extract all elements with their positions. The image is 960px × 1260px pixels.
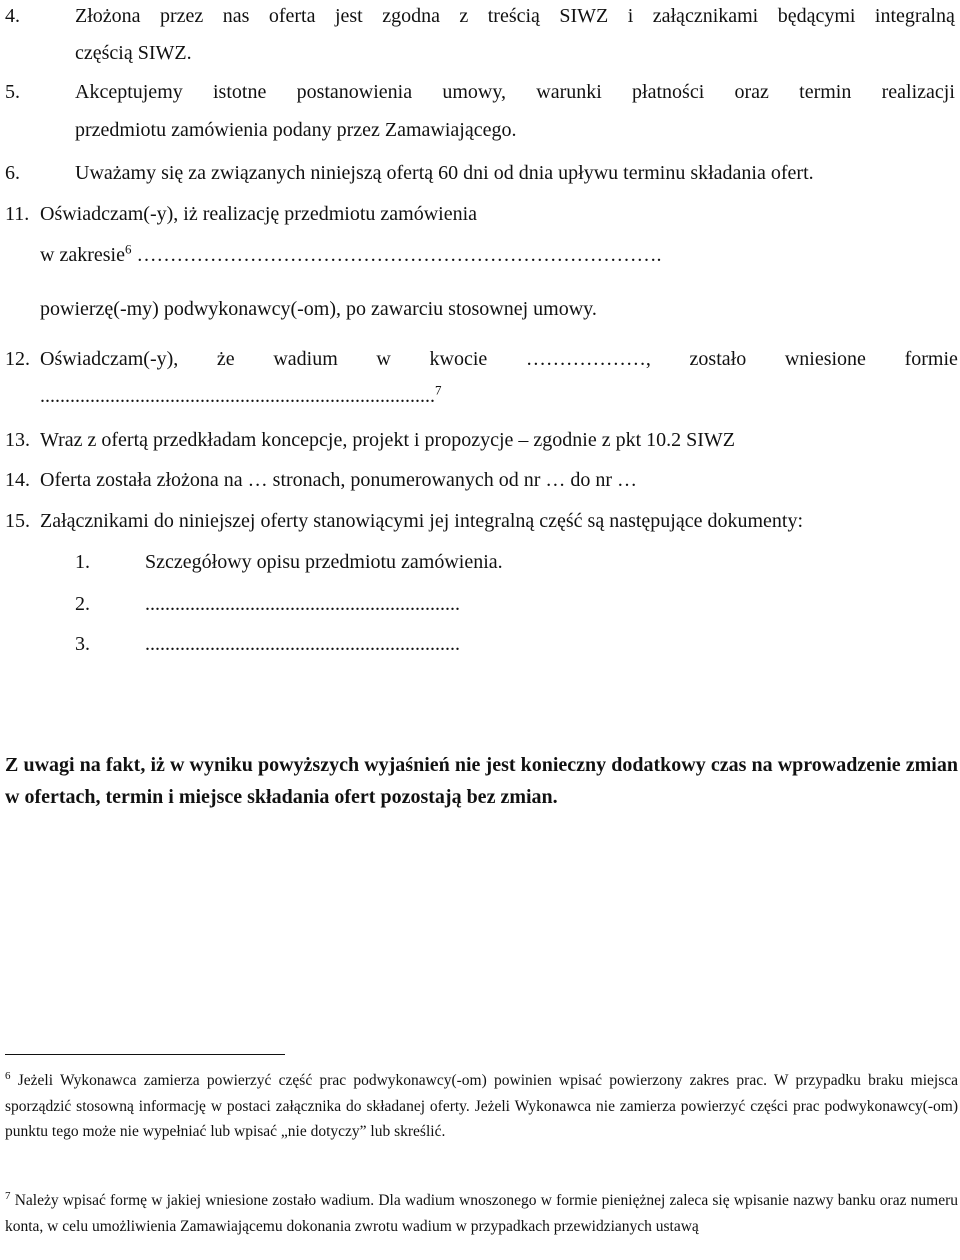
item-12-line-1-word: w	[376, 348, 391, 370]
footnote-7	[5, 1188, 958, 1239]
attachment-1-number: 1.	[75, 551, 90, 573]
item-12-line-1-word: że	[216, 348, 235, 370]
item-5-line-1-word: warunki	[536, 81, 602, 103]
item-4-line-2: częścią SIWZ.	[75, 42, 192, 64]
item-5-line-1	[75, 80, 955, 104]
item-5-line-1-word: płatności	[632, 81, 705, 103]
item-12-line-1-word: wniesione	[784, 348, 866, 370]
item-4-line-1-word: będącymi	[777, 5, 856, 27]
item-5-line-1-word: istotne	[212, 81, 267, 103]
item-5-number: 5.	[5, 81, 20, 103]
footnote-6-mark: 6	[5, 1069, 11, 1082]
item-4-line-1-word: i	[627, 5, 634, 27]
item-11-line-3: powierzę(-my) podwykonawcy(-om), po zawarciu stosownej umowy.	[40, 298, 597, 320]
attachment-1-text: Szczegółowy opisu przedmiotu zamówienia.	[145, 551, 503, 573]
item-4-line-1	[75, 4, 955, 28]
item-15-number: 15.	[5, 510, 30, 532]
attachment-2-number: 2.	[75, 593, 90, 615]
footnote-7-mark: 7	[5, 1189, 11, 1202]
item-5-line-1-word: postanowienia	[296, 81, 413, 103]
item-5-line-1-word: realizacji	[881, 81, 955, 103]
item-12-form-blank: ...............................................................................	[40, 385, 435, 407]
item-4-line-1-word: jest	[334, 5, 363, 27]
item-5-line-1-word: termin	[799, 81, 852, 103]
item-4-line-1-word: załącznikami	[652, 5, 759, 27]
item-5-line-1-word: oraz	[734, 81, 769, 103]
item-12-line-2	[40, 384, 442, 408]
item-12-line-1	[40, 347, 958, 371]
attachment-2-text: ...............................................................	[145, 593, 460, 615]
item-4-line-1-word: treścią	[487, 5, 540, 27]
item-12-line-1-word: ………………,	[525, 348, 651, 370]
attachment-3-number: 3.	[75, 633, 90, 655]
item-4-line-1-word: z	[459, 5, 469, 27]
item-4-line-1-word: integralną	[874, 5, 955, 27]
item-12-line-1-word: kwocie	[429, 348, 488, 370]
item-11-scope-blank: …………………………………………………………………….	[136, 244, 662, 266]
item-14-number: 14.	[5, 469, 30, 491]
footnote-ref-7: 7	[435, 382, 442, 398]
item-12-line-1-word: formie	[904, 348, 958, 370]
item-4-line-1-word: zgodna	[382, 5, 440, 27]
item-12-line-1-word: zostało	[689, 348, 747, 370]
item-12-number: 12.	[5, 348, 30, 370]
item-4-number: 4.	[5, 5, 20, 27]
item-5-line-1-word: umowy,	[442, 81, 507, 103]
item-14-text: Oferta została złożona na … stronach, ponumerowanych od nr … do nr …	[40, 469, 638, 491]
item-6-text: Uważamy się za związanych niniejszą ofertą 60 dni od dnia upływu terminu składania ofert.	[75, 162, 814, 184]
item-4-line-1-word: oferta	[268, 5, 316, 27]
item-6-number: 6.	[5, 162, 20, 184]
item-12-line-1-word: Oświadczam(-y),	[40, 348, 179, 370]
item-5-line-2: przedmiotu zamówienia podany przez Zamawiającego.	[75, 119, 517, 141]
item-4-line-1-word: Złożona	[75, 5, 141, 27]
item-12-line-1-word: wadium	[273, 348, 338, 370]
item-4-line-1-word: SIWZ	[559, 5, 609, 27]
footnote-ref-6: 6	[124, 241, 132, 257]
item-11-line-2	[40, 243, 661, 267]
item-15-text: Załącznikami do niniejszej oferty stanowiącymi jej integralną część są następujące dokumenty:	[40, 510, 804, 532]
item-4-line-1-word: nas	[222, 5, 250, 27]
footnote-7-text: Należy wpisać formę w jakiej wniesione zostało wadium. Dla wadium wnoszonego w formie pieniężnej zaleca się wpisanie nazwy banku oraz numeru konta, w celu umożliwienia Zamawiającemu dokonania zwrotu wadium w przypadkach przewidzianych ustawą	[5, 1192, 959, 1235]
footnote-6-text: Jeżeli Wykonawca zamierza powierzyć część prac podwykonawcy(-om) powinien wpisać powierzony zakres prac. W przypadku braku miejsca sporządzić stosowną informację w postaci załącznika do składanej oferty. Jeżeli Wykonawca nie zamierza powierzyć części prac podwykonawcy(-om) punktu tego może nie wypełniać lub wpisać „nie dotyczy” lub skreślić.	[5, 1072, 958, 1140]
footnote-6	[5, 1068, 958, 1145]
item-11-number: 11.	[5, 203, 30, 225]
attachment-3-text: ...............................................................	[145, 633, 460, 655]
item-13-text: Wraz z ofertą przedkładam koncepcje, projekt i propozycje – zgodnie z pkt 10.2 SIWZ	[40, 429, 736, 451]
item-5-line-1-word: Akceptujemy	[75, 81, 183, 103]
item-4-line-1-word: przez	[159, 5, 204, 27]
notice-paragraph: Z uwagi na fakt, iż w wyniku powyższych wyjaśnień nie jest konieczny dodatkowy czas na wprowadzenie zmian w ofertach, termin i miejsce składania ofert pozostają bez zmian.	[5, 754, 958, 808]
item-11-scope-label: w zakresie	[40, 244, 125, 266]
item-13-number: 13.	[5, 429, 30, 451]
footnote-separator	[5, 1054, 285, 1055]
item-11-line-1: Oświadczam(-y), iż realizację przedmiotu zamówienia	[40, 203, 478, 225]
